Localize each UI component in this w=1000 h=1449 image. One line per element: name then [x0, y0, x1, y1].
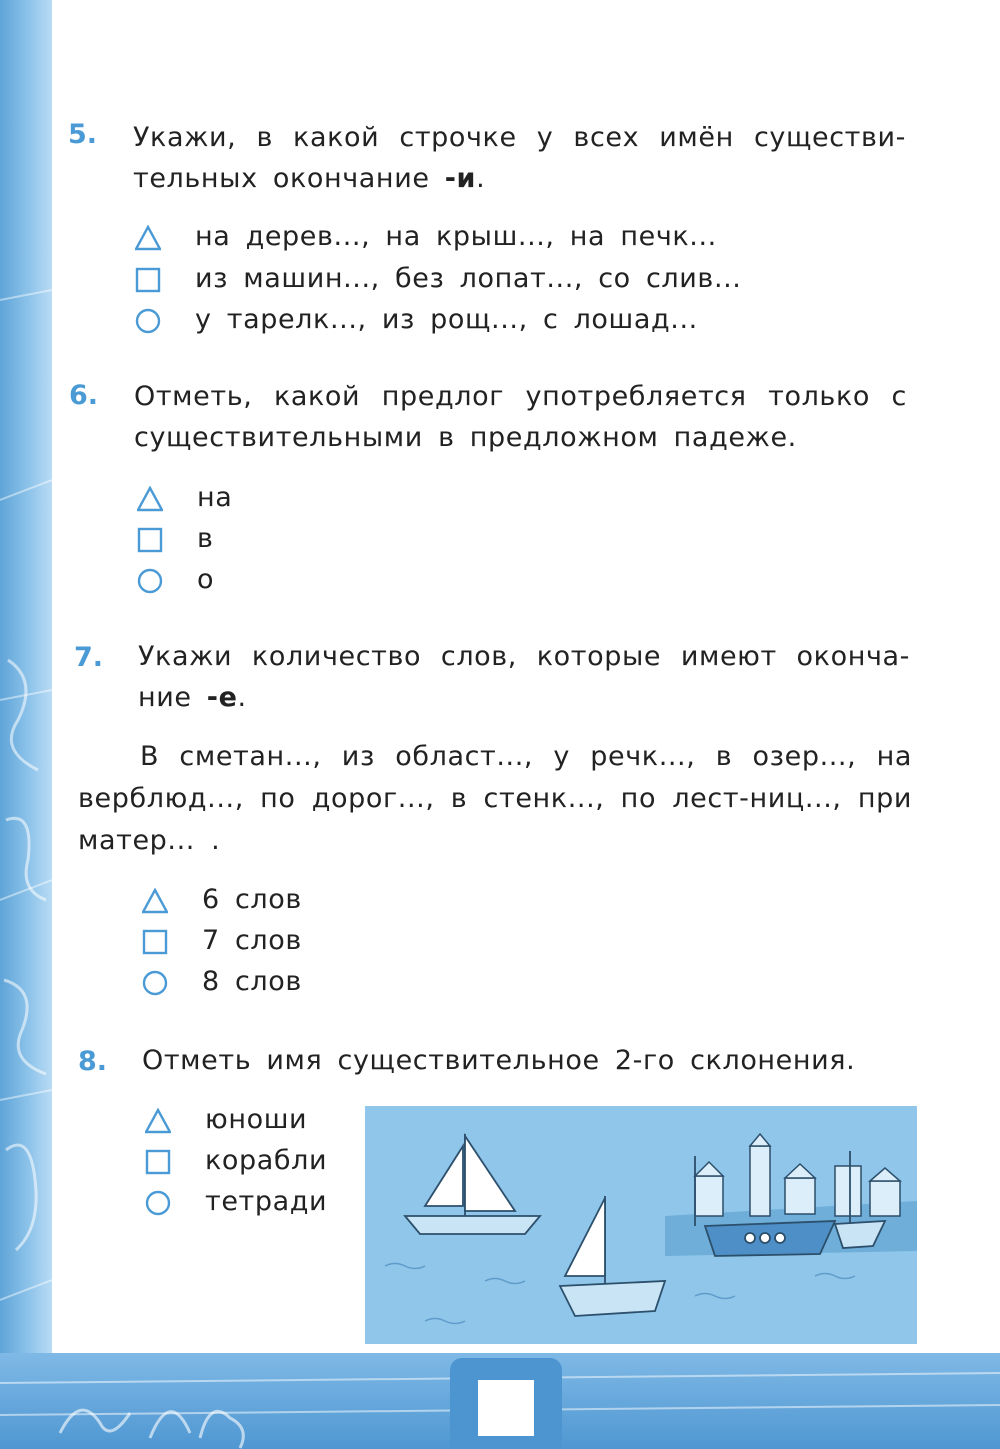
option-label: о	[197, 564, 215, 595]
question-6-text: Отметь, какой предлог употребляется только с существительными в предложном падеже.	[134, 381, 907, 453]
sailboats-harbor-image	[365, 1106, 917, 1344]
question-5-number: 5.	[68, 119, 98, 150]
square-icon	[145, 1149, 171, 1175]
triangle-icon	[135, 225, 161, 251]
square-icon	[142, 929, 168, 955]
option-label: 8 слов	[202, 966, 302, 997]
question-5-text: Укажи, в какой строчке у всех имён существи-тельных окончание -и.	[133, 122, 906, 194]
left-decorative-border	[0, 0, 52, 1449]
question-8-text: Отметь имя существительное 2-го склонения.	[142, 1045, 856, 1076]
harbor-illustration	[365, 1106, 917, 1344]
triangle-icon	[137, 486, 163, 512]
question-6-number: 6.	[69, 380, 99, 411]
option-label: на	[197, 482, 233, 513]
border-lines-decoration	[0, 0, 52, 1449]
option-label: 7 слов	[202, 925, 302, 956]
circle-icon	[135, 308, 161, 334]
option-label: тетради	[205, 1186, 328, 1217]
circle-icon	[142, 970, 168, 996]
square-icon	[135, 267, 161, 293]
option-label: из машин..., без лопат..., со слив...	[195, 263, 742, 294]
option-label: на дерев..., на крыш..., на печк...	[195, 221, 717, 252]
option-label: корабли	[205, 1145, 328, 1176]
question-7-number: 7.	[74, 642, 104, 673]
triangle-icon	[142, 888, 168, 914]
option-label: у тарелк..., из рощ..., с лошад...	[195, 304, 698, 335]
page-number-box	[450, 1358, 562, 1449]
question-7-paragraph: В сметан..., из област..., у речк..., в озер..., на верблюд..., по дорог..., в стенк..., по лест-ниц..., при матер... .	[78, 741, 912, 856]
circle-icon	[145, 1190, 171, 1216]
option-label: 6 слов	[202, 884, 302, 915]
triangle-icon	[145, 1108, 171, 1134]
square-icon	[137, 527, 163, 553]
circle-icon	[137, 568, 163, 594]
question-8-number: 8.	[78, 1046, 108, 1077]
page-number-blank	[478, 1380, 534, 1436]
option-label: юноши	[205, 1104, 308, 1135]
option-label: в	[197, 523, 214, 554]
question-7-text: Укажи количество слов, которые имеют оконча-ние -е.	[138, 641, 910, 713]
